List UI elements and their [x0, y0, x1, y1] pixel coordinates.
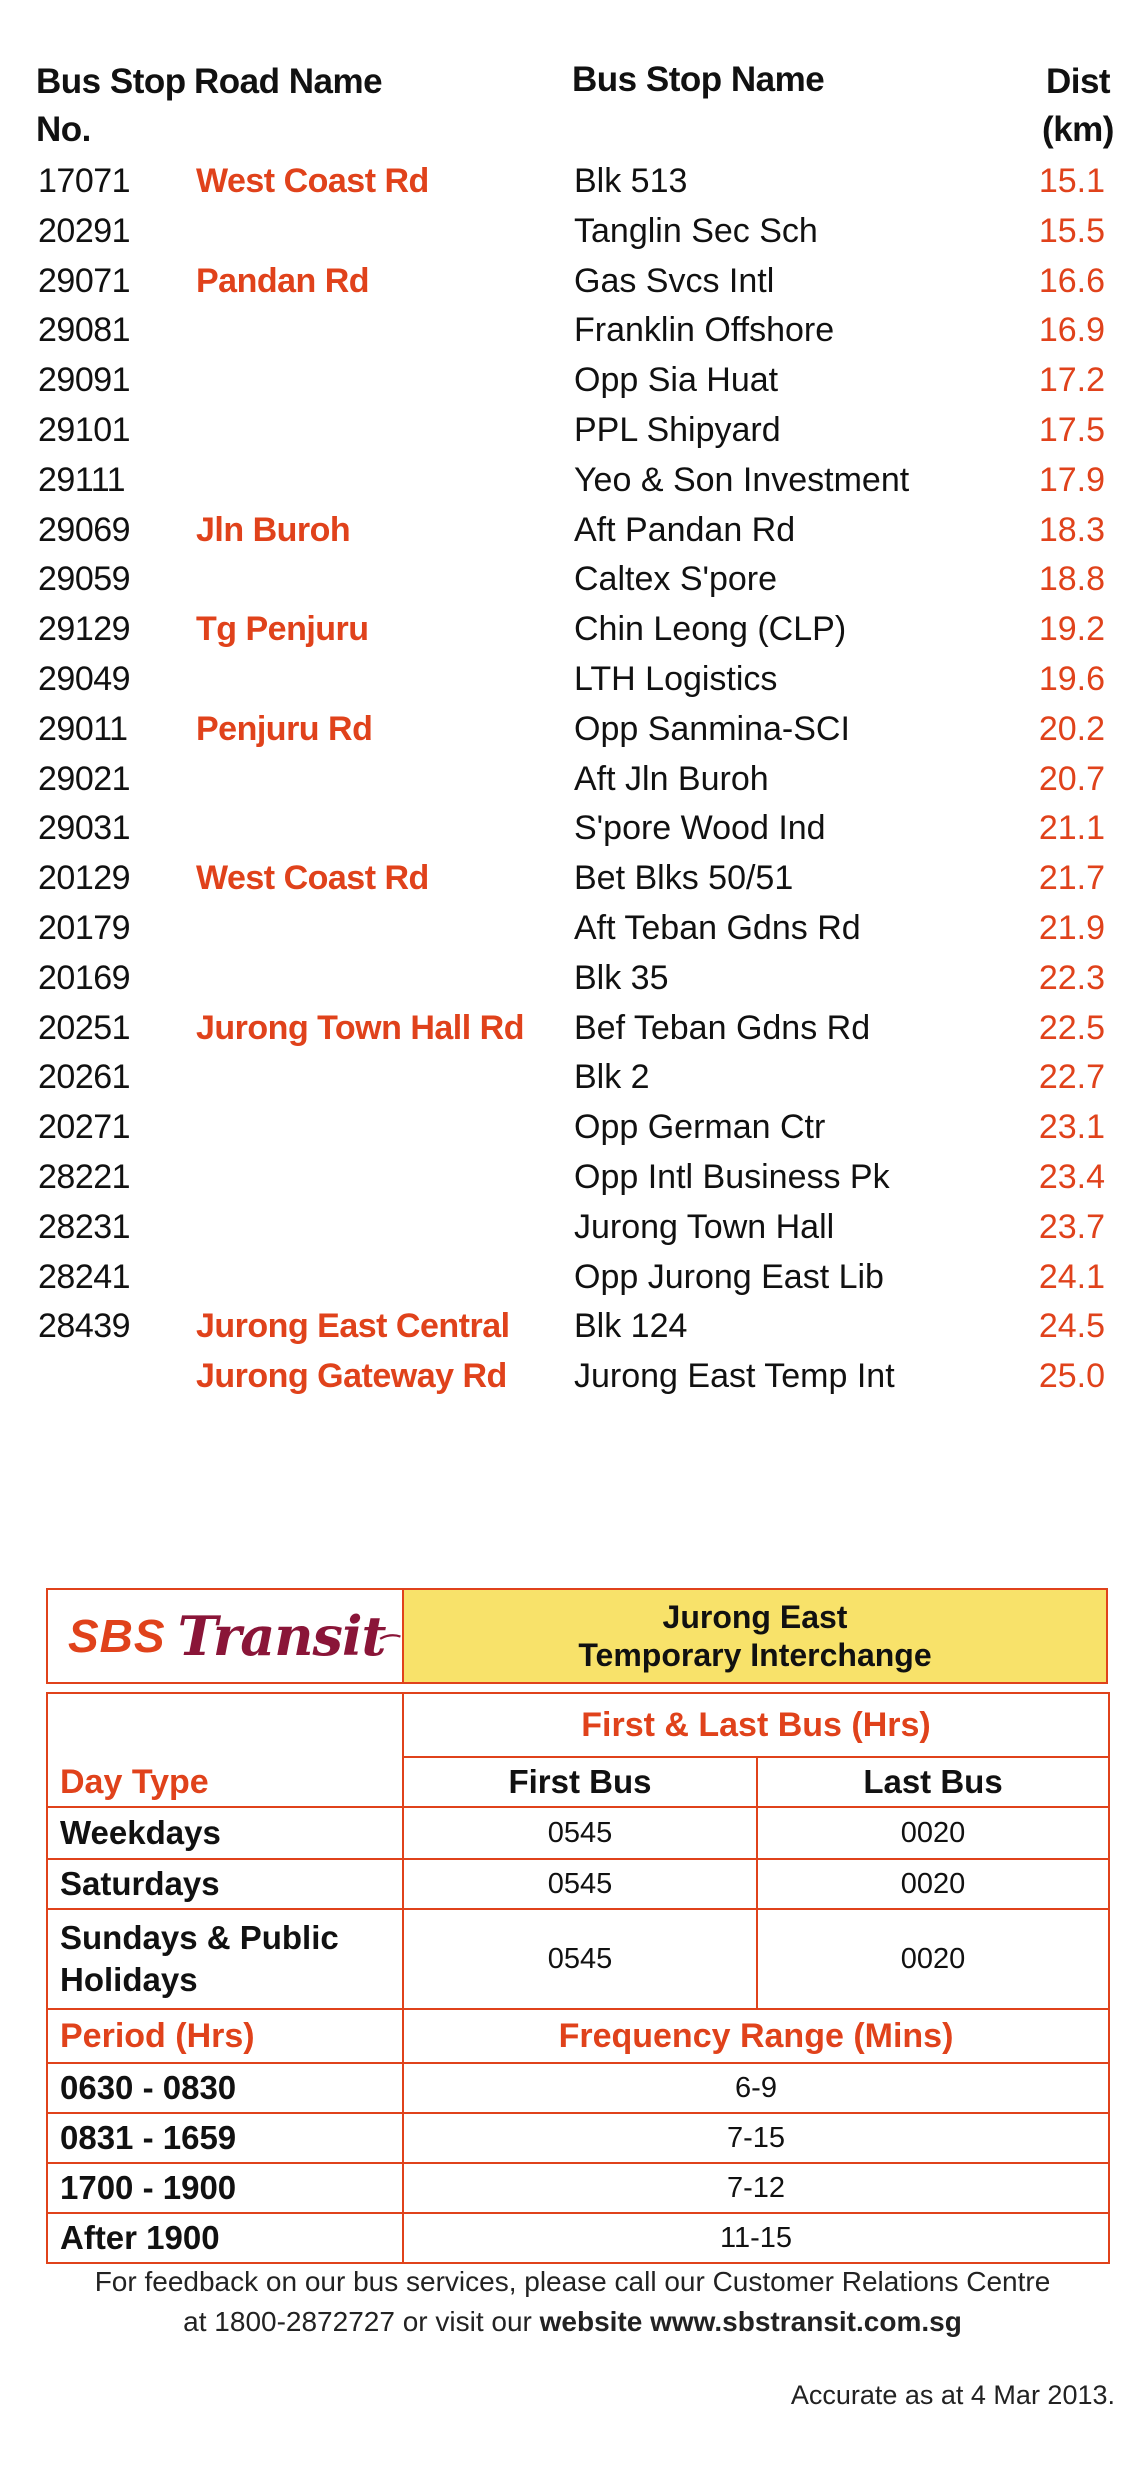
frequency-row: [47, 2163, 1109, 2213]
stop-number: 28241: [38, 1257, 131, 1296]
last-bus-time: 0020: [757, 1807, 1109, 1859]
distance: 15.5: [1038, 211, 1105, 250]
stop-name: Bet Blks 50/51: [574, 859, 794, 898]
stop-number: 20179: [38, 908, 131, 947]
logo-transit-text: Transit: [177, 1604, 386, 1668]
stop-number: 29049: [38, 659, 131, 698]
interchange-title: [404, 1590, 1106, 1682]
stop-number: 28439: [38, 1307, 131, 1346]
schedule-table: [46, 1692, 1110, 2264]
logo-sbs-text: SBS: [68, 1610, 166, 1662]
road-name: Penjuru Rd: [196, 709, 373, 748]
road-name: Jurong East Central: [196, 1307, 510, 1346]
route-row: [0, 655, 1145, 705]
header-bus-stop-no: [36, 58, 196, 154]
stop-name: Jurong East Temp Int: [574, 1357, 895, 1396]
stop-number: 29011: [38, 709, 128, 748]
route-row: [0, 406, 1145, 456]
stop-name: Yeo & Son Investment: [574, 460, 910, 499]
header-bus-stop-name: Bus Stop Name: [572, 60, 825, 99]
road-name: Jurong Town Hall Rd: [196, 1008, 524, 1047]
distance: 23.4: [1038, 1157, 1105, 1196]
interchange-title-line2: Temporary Interchange: [578, 1637, 932, 1673]
distance: 23.7: [1038, 1207, 1105, 1246]
period: 0831 - 1659: [47, 2113, 403, 2163]
distance: 17.2: [1038, 361, 1105, 400]
distance: 18.3: [1038, 510, 1105, 549]
first-bus-time: 0545: [403, 1807, 757, 1859]
day-type: [47, 1909, 403, 2009]
route-row: [0, 1352, 1145, 1402]
frequency-range: 11-15: [403, 2213, 1109, 2263]
distance: 22.3: [1038, 958, 1105, 997]
route-row: [0, 207, 1145, 257]
route-row: [0, 605, 1145, 655]
frequency-row: [47, 2213, 1109, 2263]
road-name: West Coast Rd: [196, 859, 429, 898]
first-bus-time: 0545: [403, 1909, 757, 2009]
stop-name: Chin Leong (CLP): [574, 610, 847, 649]
route-row: [0, 1103, 1145, 1153]
stop-name: Opp Intl Business Pk: [574, 1157, 890, 1196]
stop-name: Aft Jln Buroh: [574, 759, 769, 798]
stop-number: 29081: [38, 311, 131, 350]
interchange-title-line1: Jurong East: [662, 1599, 848, 1635]
first-last-bus-header: First & Last Bus (Hrs): [403, 1693, 1109, 1757]
period-label: Period (Hrs): [47, 2009, 403, 2063]
distance: 24.5: [1038, 1307, 1105, 1346]
route-row: [0, 755, 1145, 805]
stop-name: PPL Shipyard: [574, 410, 781, 449]
feedback-line1: For feedback on our bus services, please call our Customer Relations Centre: [94, 2266, 1051, 2297]
period: 0630 - 0830: [47, 2063, 403, 2113]
distance: 19.2: [1038, 610, 1105, 649]
route-row: [0, 904, 1145, 954]
stop-number: 29101: [38, 410, 131, 449]
stop-name: Opp Jurong East Lib: [574, 1257, 884, 1296]
stop-number: 29129: [38, 610, 131, 649]
distance: 19.6: [1038, 659, 1105, 698]
stop-number: 20291: [38, 211, 131, 250]
frequency-row: [47, 2063, 1109, 2113]
road-name: Pandan Rd: [196, 261, 370, 300]
stop-number: 29021: [38, 759, 131, 798]
stop-name: Tanglin Sec Sch: [574, 211, 818, 250]
stop-name: S'pore Wood Ind: [574, 809, 826, 848]
stop-number: 29069: [38, 510, 131, 549]
route-row: [0, 1153, 1145, 1203]
route-list: [0, 157, 1145, 1402]
stop-name: Bef Teban Gdns Rd: [574, 1008, 871, 1047]
feedback-line2-prefix: at 1800-2872727 or visit our: [183, 2306, 540, 2337]
stop-name: Blk 513: [574, 162, 688, 200]
stop-number: 28231: [38, 1207, 131, 1246]
stop-number: 20169: [38, 958, 131, 997]
website-link: website www.sbstransit.com.sg: [539, 2306, 962, 2337]
feedback-note: [0, 2262, 1145, 2342]
stop-name: Gas Svcs Intl: [574, 261, 775, 300]
road-name: Jln Buroh: [196, 510, 351, 549]
header-distance: [1028, 58, 1128, 154]
distance: 24.1: [1038, 1257, 1105, 1296]
stop-number: 20251: [38, 1008, 131, 1047]
frequency-range-label: Frequency Range (Mins): [403, 2009, 1109, 2063]
distance: 21.9: [1038, 908, 1105, 947]
route-row: [0, 157, 1145, 207]
distance: 22.7: [1038, 1058, 1105, 1097]
header-road-name: Road Name: [194, 62, 383, 101]
distance: 17.9: [1038, 460, 1105, 499]
last-bus-time: 0020: [757, 1859, 1109, 1909]
distance: 17.5: [1038, 410, 1105, 449]
frequency-row: [47, 2113, 1109, 2163]
feedback-line2: [0, 2302, 1145, 2342]
distance: 21.7: [1038, 859, 1105, 898]
distance: 18.8: [1038, 560, 1105, 599]
stop-number: 17071: [38, 162, 131, 200]
stop-name: Opp Sanmina-SCI: [574, 709, 850, 748]
day-type-line1: Sundays & Public: [60, 1919, 339, 1956]
day-type: Saturdays: [47, 1859, 403, 1909]
header-bus-stop-no-line2: No.: [36, 110, 91, 149]
stop-number: 20261: [38, 1058, 131, 1097]
day-row: [47, 1807, 1109, 1859]
route-row: [0, 954, 1145, 1004]
distance: 21.1: [1038, 809, 1105, 848]
stop-name: Blk 2: [574, 1058, 650, 1097]
road-name: West Coast Rd: [196, 162, 429, 200]
accuracy-date: Accurate as at 4 Mar 2013.: [790, 2380, 1115, 2410]
header-distance-line1: Dist: [1045, 62, 1111, 101]
stop-number: 28221: [38, 1157, 131, 1196]
stop-name: Blk 35: [574, 958, 669, 997]
stop-number: 20129: [38, 859, 131, 898]
route-row: [0, 1053, 1145, 1103]
period: 1700 - 1900: [47, 2163, 403, 2213]
logo-swoosh-icon: [379, 1621, 402, 1651]
route-row: [0, 306, 1145, 356]
stop-name: Aft Pandan Rd: [574, 510, 796, 549]
route-row: [0, 1253, 1145, 1303]
first-bus-time: 0545: [403, 1859, 757, 1909]
route-row: [0, 257, 1145, 307]
route-row: [0, 804, 1145, 854]
day-row: [47, 1859, 1109, 1909]
stop-number: 29091: [38, 361, 131, 400]
stop-name: Jurong Town Hall: [574, 1207, 835, 1246]
route-row: [0, 555, 1145, 605]
last-bus-label: Last Bus: [757, 1757, 1109, 1807]
day-type: Weekdays: [47, 1807, 403, 1859]
day-row: [47, 1909, 1109, 2009]
distance: 16.6: [1038, 261, 1105, 300]
sbs-transit-logo: [48, 1590, 404, 1682]
stop-number: 20271: [38, 1108, 131, 1147]
day-type-line2: Holidays: [60, 1961, 198, 1998]
route-row: [0, 456, 1145, 506]
route-row: [0, 705, 1145, 755]
stop-name: Aft Teban Gdns Rd: [574, 908, 861, 947]
stop-name: Franklin Offshore: [574, 311, 835, 350]
stop-number: 29031: [38, 809, 131, 848]
route-row: [0, 1302, 1145, 1352]
distance: 22.5: [1038, 1008, 1105, 1047]
road-name: Jurong Gateway Rd: [196, 1357, 507, 1396]
distance: 16.9: [1038, 311, 1105, 350]
distance: 20.2: [1038, 709, 1105, 748]
day-type-label: Day Type: [47, 1693, 403, 1807]
frequency-range: 7-12: [403, 2163, 1109, 2213]
period: After 1900: [47, 2213, 403, 2263]
first-bus-label: First Bus: [403, 1757, 757, 1807]
header-distance-line2: (km): [1042, 110, 1114, 149]
stop-name: Opp Sia Huat: [574, 361, 779, 400]
distance: 23.1: [1038, 1108, 1105, 1147]
interchange-header: [46, 1588, 1108, 1684]
schedule-header-row: [47, 1693, 1109, 1757]
road-name: Tg Penjuru: [196, 610, 369, 649]
route-row: [0, 854, 1145, 904]
route-row: [0, 356, 1145, 406]
stop-number: 29071: [38, 261, 131, 300]
header-bus-stop-no-line1: Bus Stop: [36, 62, 186, 101]
stop-name: LTH Logistics: [574, 659, 778, 698]
route-row: [0, 1004, 1145, 1054]
stop-number: 29111: [38, 460, 125, 499]
stop-number: 29059: [38, 560, 131, 599]
frequency-range: 6-9: [403, 2063, 1109, 2113]
distance: 15.1: [1038, 162, 1105, 200]
route-row: [0, 1203, 1145, 1253]
stop-name: Blk 124: [574, 1307, 688, 1346]
frequency-header-row: [47, 2009, 1109, 2063]
distance: 25.0: [1038, 1357, 1105, 1396]
route-row: [0, 506, 1145, 556]
route-table-header: [0, 58, 1145, 158]
distance: 20.7: [1038, 759, 1105, 798]
frequency-range: 7-15: [403, 2113, 1109, 2163]
stop-name: Opp German Ctr: [574, 1108, 826, 1147]
last-bus-time: 0020: [757, 1909, 1109, 2009]
stop-name: Caltex S'pore: [574, 560, 778, 599]
